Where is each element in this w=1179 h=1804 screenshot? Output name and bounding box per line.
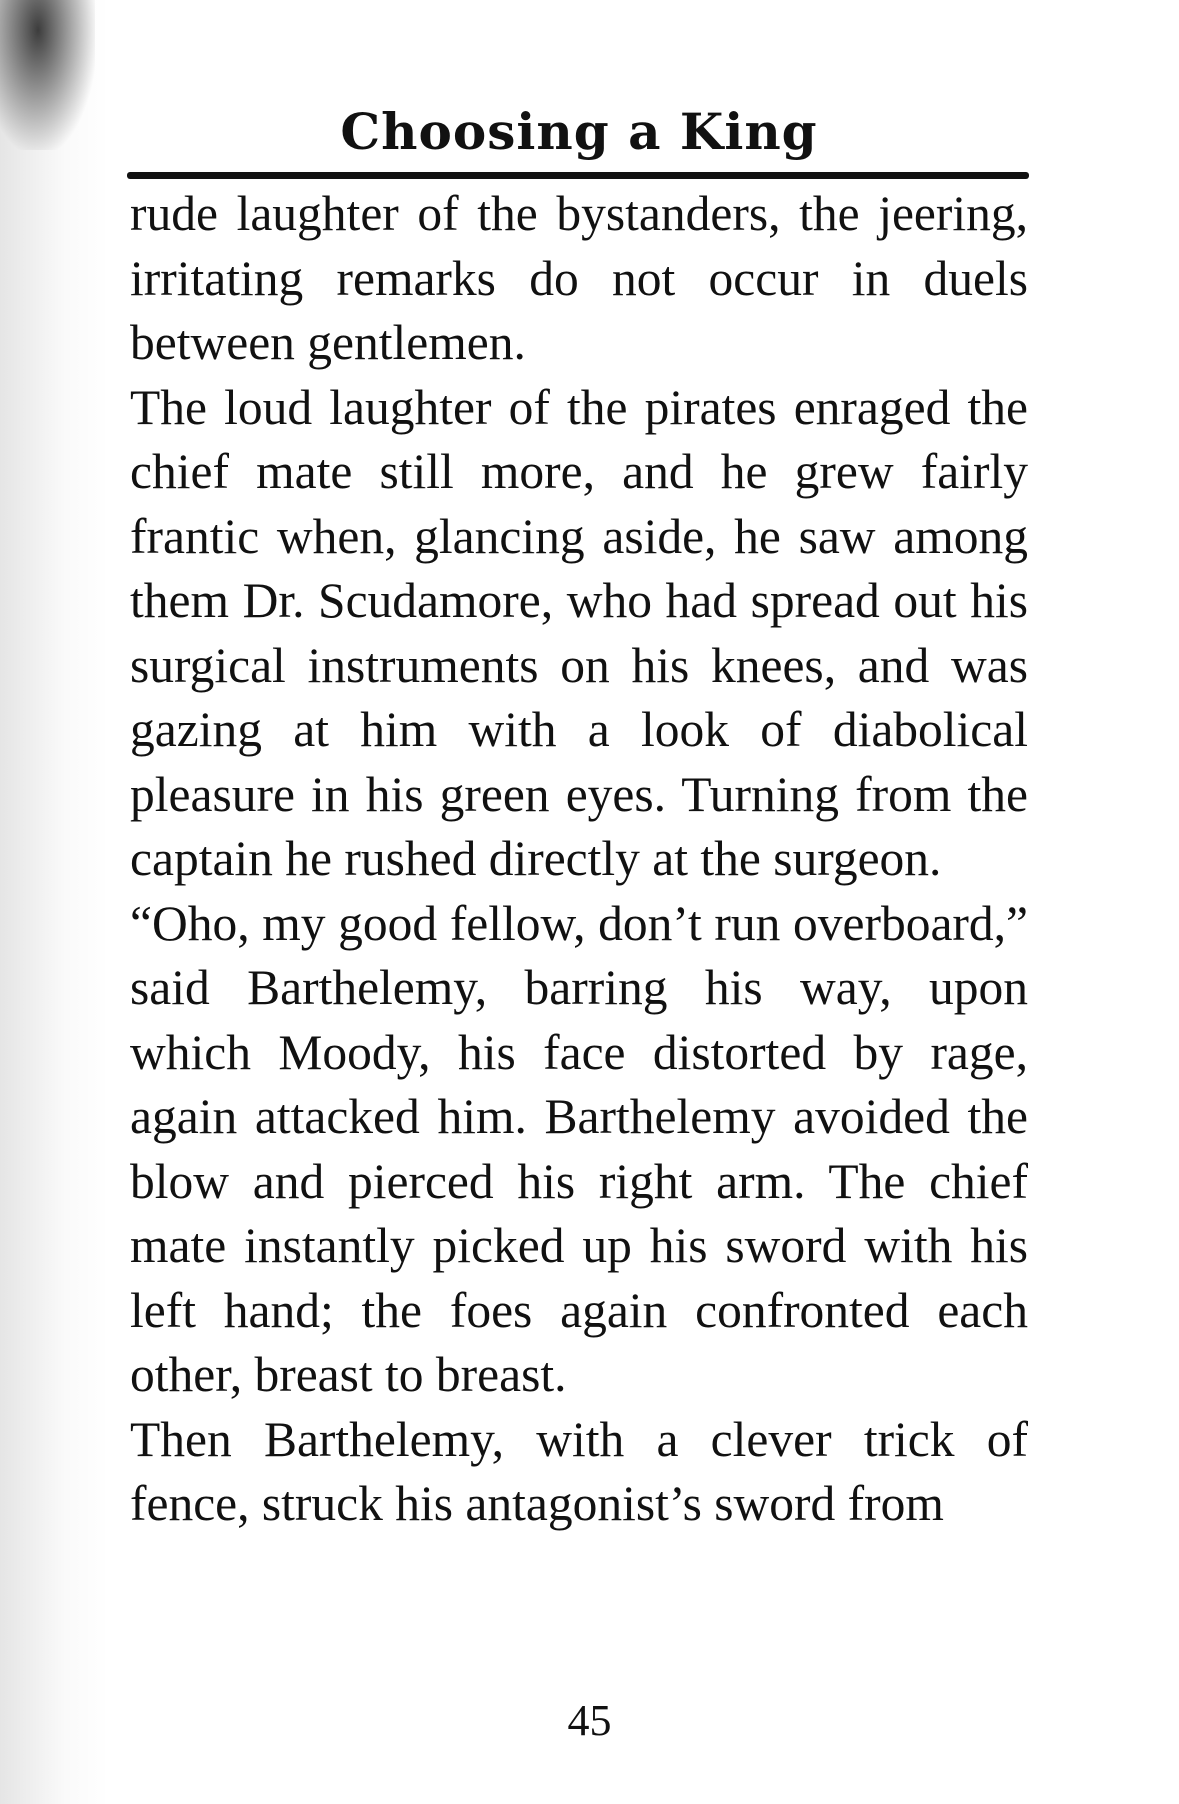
paragraph: The loud laughter of the pirates enraged the chief mate still more, and he grew fairly frantic when, glancing aside, he saw among them Dr. Scudamore, who had spread out his surgical instruments on his knees, and was gazing at him with a look of diabolical pleasure in his green eyes. Turning from the captain he rushed directly at the surgeon. xyxy=(130,379,1028,886)
running-head: Choosing a King xyxy=(340,102,818,161)
paragraph: rude laughter of the bystanders, the jeering, irritating remarks do not occur in duels between gentlemen. xyxy=(130,186,1028,370)
paragraph: “Oho, my good fellow, don’t run overboard,” said Barthelemy, barring his way, upon which Moody, his face distorted by rage, again attacked him. Barthelemy avoided the blow and pierced his right arm. The chief mate instantly picked up his sword with his left hand; the foes again confronted each other, breast to breast. xyxy=(130,895,1028,1402)
page-number: 45 xyxy=(567,1696,612,1745)
body-text xyxy=(130,182,1028,1537)
corner-smudge xyxy=(0,0,95,150)
paragraph: Then Barthelemy, with a clever trick of fence, struck his antagonist’s sword from xyxy=(130,1411,1028,1531)
header-rule xyxy=(127,172,1029,179)
scan-edge-shadow xyxy=(0,0,110,1804)
